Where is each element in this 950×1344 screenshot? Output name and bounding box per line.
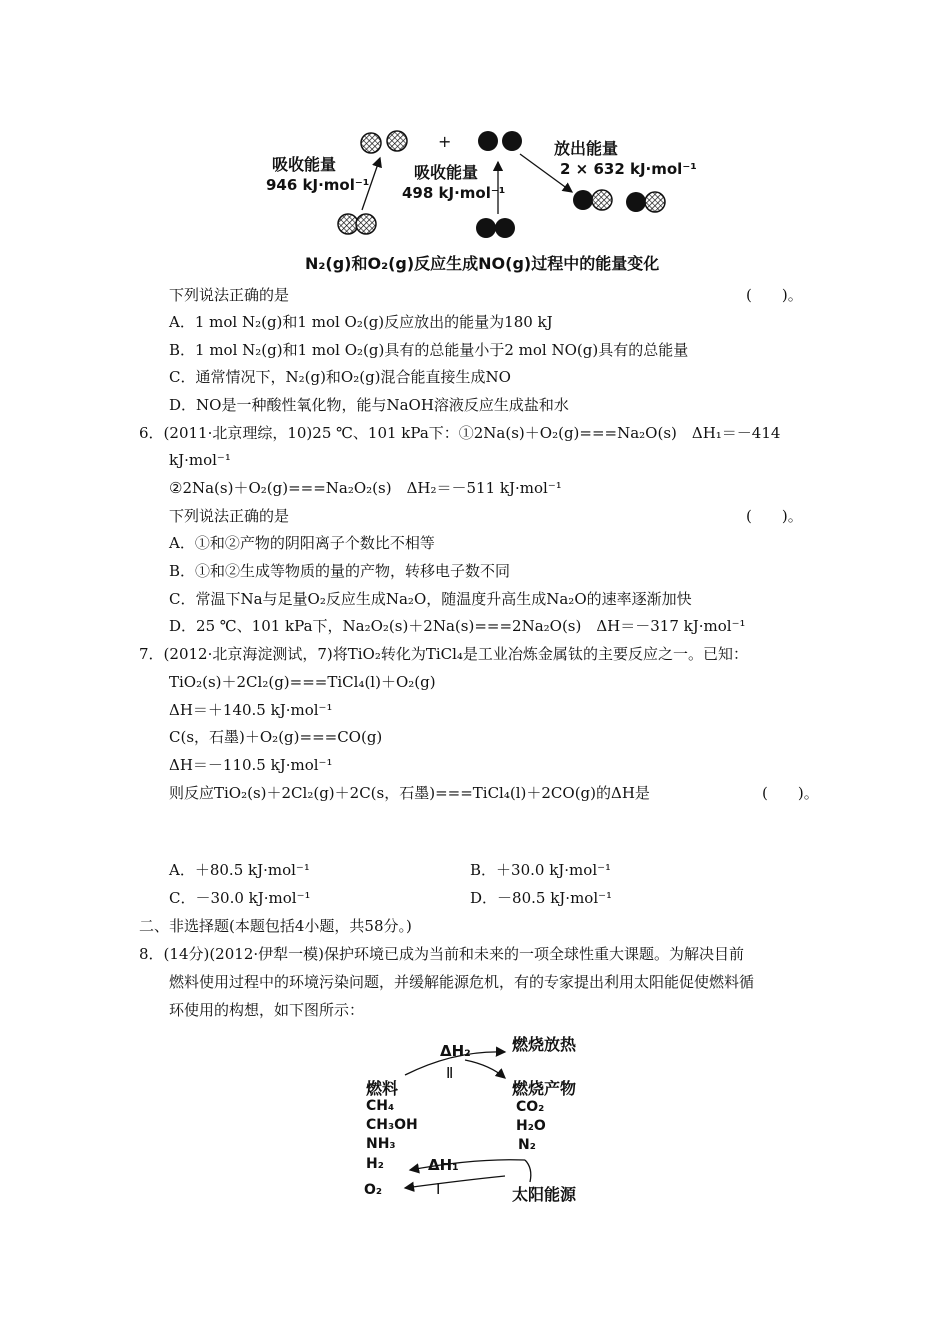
o2-absorb-label: 吸收能量 — [414, 163, 479, 182]
question-stem: 下列说法正确的是 — [169, 286, 290, 304]
release-value: 2 × 632 kJ·mol⁻¹ — [560, 160, 697, 178]
oxygen-molecule — [476, 218, 515, 238]
products-label: 燃烧产物 — [512, 1079, 577, 1098]
delta-h1-label: ΔH₁ — [428, 1156, 459, 1174]
fuel-label: 燃料 — [366, 1079, 399, 1098]
cycle-arrow-top-lower — [465, 1060, 505, 1078]
fuel-item: NH₃ — [366, 1136, 396, 1152]
option-d: D．－80.5 kJ·mol⁻¹ — [470, 889, 613, 907]
combustion-heat-label: 燃烧放热 — [512, 1035, 577, 1054]
answer-blank: ( )。 — [762, 784, 819, 802]
o2-absorb-value: 498 kJ·mol⁻¹ — [402, 184, 506, 202]
delta-h2-label: ΔH₂ — [440, 1042, 471, 1060]
n2-absorb-label: 吸收能量 — [272, 155, 337, 174]
option-b: B．1 mol N₂(g)和1 mol O₂(g)具有的总能量小于2 mol NO(g)具有的总能量 — [169, 341, 689, 359]
roman-two-label: Ⅱ — [446, 1064, 454, 1082]
roman-one-label: Ⅰ — [436, 1180, 441, 1198]
q8-line2: 燃料使用过程中的环境污染问题，并缓解能源危机，有的专家提出利用太阳能促使燃料循 — [169, 973, 755, 991]
nitrogen-molecule — [338, 214, 376, 234]
oxygen-atom — [478, 131, 498, 151]
q7-line4: C(s，石墨)＋O₂(g)===CO(g) — [169, 728, 383, 746]
option-b: B．①和②生成等物质的量的产物，转移电子数不同 — [169, 562, 511, 580]
plus-sign: + — [438, 132, 452, 151]
q7-line5: ΔH＝－110.5 kJ·mol⁻¹ — [169, 756, 333, 774]
release-label: 放出能量 — [554, 139, 619, 158]
option-c: C．－30.0 kJ·mol⁻¹ — [169, 889, 311, 907]
q7-line3: ΔH＝＋140.5 kJ·mol⁻¹ — [169, 701, 333, 719]
answer-blank: ( )。 — [746, 286, 803, 304]
solar-arrow — [525, 1160, 531, 1182]
option-c: C．通常情况下，N₂(g)和O₂(g)混合能直接生成NO — [169, 368, 511, 386]
answer-blank: ( )。 — [746, 507, 803, 525]
q6-line3: ②2Na(s)＋O₂(g)===Na₂O₂(s) ΔH₂＝－511 kJ·mol⁻¹ — [169, 479, 562, 497]
no-molecule — [573, 190, 612, 210]
option-b: B．＋30.0 kJ·mol⁻¹ — [470, 861, 612, 879]
cycle-arrow-bottom-lower — [405, 1176, 505, 1188]
fuel-item: CH₄ — [366, 1098, 395, 1114]
nitrogen-atom — [387, 131, 407, 151]
q8-line3: 环使用的构想，如下图所示： — [169, 1001, 365, 1019]
q7-line2: TiO₂(s)＋2Cl₂(g)===TiCl₄(l)＋O₂(g) — [169, 673, 436, 691]
oxygen-atom — [502, 131, 522, 151]
no-molecule — [626, 192, 665, 212]
product-item: H₂O — [516, 1118, 546, 1134]
option-a: A．1 mol N₂(g)和1 mol O₂(g)反应放出的能量为180 kJ — [169, 313, 553, 331]
product-item: N₂ — [518, 1137, 536, 1153]
question-stem: 下列说法正确的是 — [169, 507, 290, 525]
option-d: D．25 ℃、101 kPa下，Na₂O₂(s)＋2Na(s)===2Na₂O(s) ΔH＝－317 kJ·mol⁻¹ — [169, 617, 746, 635]
figure-caption: N₂(g)和O₂(g)反应生成NO(g)过程中的能量变化 — [305, 254, 660, 273]
product-item: CO₂ — [516, 1099, 545, 1115]
section-title: 二、非选择题(本题包括4小题，共58分。) — [139, 917, 412, 935]
option-c: C．常温下Na与足量O₂反应生成Na₂O，随温度升高生成Na₂O的速率逐渐加快 — [169, 590, 692, 608]
fuel-item: O₂ — [364, 1182, 383, 1198]
q6-line1: 6．(2011·北京理综，10)25 ℃、101 kPa下：①2Na(s)＋O₂(g)===Na₂O(s) ΔH₁＝－414 — [139, 424, 781, 442]
solar-label: 太阳能源 — [512, 1185, 577, 1204]
q8-line1: 8．(14分)(2012·伊犁一模)保护环境已成为当前和未来的一项全球性重大课题。为解决目前 — [139, 945, 744, 963]
n2-absorb-value: 946 kJ·mol⁻¹ — [266, 176, 370, 194]
q7-line1: 7．(2012·北京海淀测试，7)将TiO₂转化为TiCl₄是工业冶炼金属钛的主要反应之一。已知： — [139, 645, 748, 663]
option-d: D．NO是一种酸性氧化物，能与NaOH溶液反应生成盐和水 — [169, 396, 569, 414]
fuel-item: CH₃OH — [366, 1117, 418, 1133]
option-a: A．①和②产物的阴阳离子个数比不相等 — [169, 534, 435, 552]
nitrogen-atom — [361, 133, 381, 153]
q7-line6: 则反应TiO₂(s)＋2Cl₂(g)＋2C(s，石墨)===TiCl₄(l)＋2CO(g)的ΔH是 — [169, 784, 650, 802]
option-a: A．＋80.5 kJ·mol⁻¹ — [169, 861, 310, 879]
q6-line2: kJ·mol⁻¹ — [169, 451, 231, 469]
fuel-item: H₂ — [366, 1156, 384, 1172]
